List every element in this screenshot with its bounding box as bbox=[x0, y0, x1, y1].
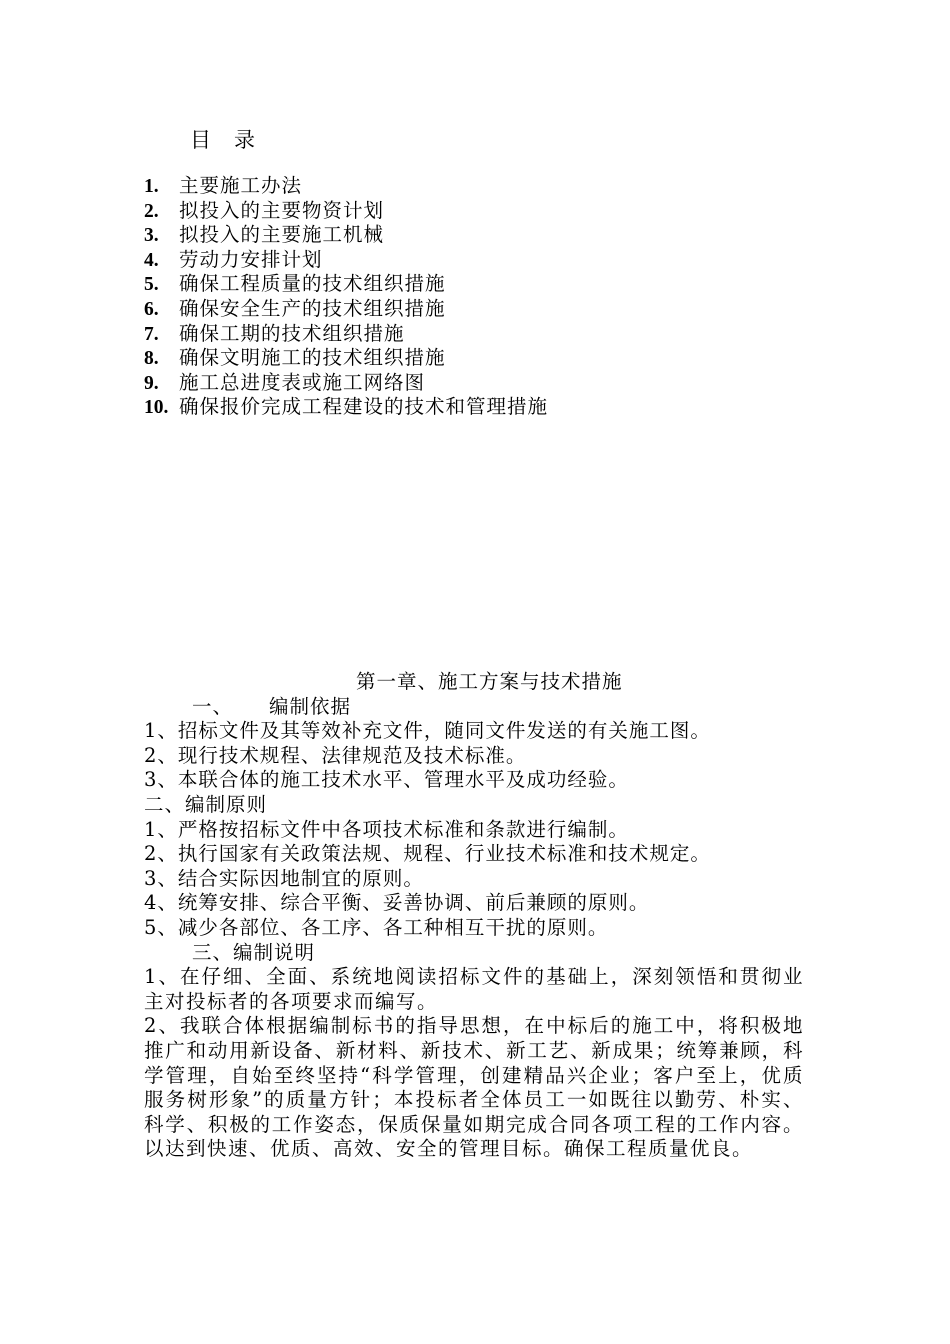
notes-paragraph: 1、在仔细、全面、系统地阅读招标文件的基础上，深刻领悟和贯彻业主对投标者的各项要求而编写。 bbox=[144, 965, 804, 1013]
chapter-one bbox=[144, 670, 804, 1162]
toc-title-part-2: 录 bbox=[234, 128, 256, 152]
toc-item-number: 4. bbox=[144, 249, 159, 271]
toc-item-number: 1. bbox=[144, 176, 159, 197]
principle-item: 4、统筹安排、综合平衡、妥善协调、前后兼顾的原则。 bbox=[144, 891, 650, 915]
toc-item-text: 确保工程质量的技术组织措施 bbox=[179, 272, 446, 296]
basis-item: 2、现行技术规程、法律规范及技术标准。 bbox=[144, 743, 527, 767]
section-heading-notes: 三、编制说明 bbox=[192, 940, 316, 964]
toc-item-number: 6. bbox=[144, 298, 159, 320]
toc-item bbox=[144, 371, 548, 396]
chapter-title: 第一章、施工方案与技术措施 bbox=[356, 670, 623, 693]
toc-item-text: 确保报价完成工程建设的技术和管理措施 bbox=[179, 395, 549, 419]
toc-item-text: 拟投入的主要施工机械 bbox=[179, 223, 385, 247]
toc-item bbox=[144, 199, 548, 224]
toc-item bbox=[144, 223, 548, 248]
toc-item-text: 拟投入的主要物资计划 bbox=[179, 198, 385, 222]
section-number: 一、 bbox=[192, 694, 234, 718]
toc-item bbox=[144, 346, 548, 371]
basis-item: 1、招标文件及其等效补充文件，随同文件发送的有关施工图。 bbox=[144, 719, 711, 743]
principle-item: 2、执行国家有关政策法规、规程、行业技术标准和技术规定。 bbox=[144, 842, 711, 866]
toc-item-text: 主要施工办法 bbox=[179, 174, 303, 197]
toc-item-number: 10. bbox=[144, 397, 169, 419]
toc-item-number: 9. bbox=[144, 372, 159, 394]
principle-item: 5、减少各部位、各工序、各工种相互干扰的原则。 bbox=[144, 915, 609, 939]
notes-paragraph: 2、我联合体根据编制标书的指导思想，在中标后的施工中，将积极地推广和动用新设备、新材料、新技术、新工艺、新成果；统筹兼顾，科学管理，自始至终坚持“科学管理，创建精品兴企业；客户至上，优质服务树形象”的质量方针；本投标者全体员工一如既往以勤劳、朴实、科学、积极的工作姿态，保质保量如期完成合同各项工程的工作内容。以达到快速、优质、高效、安全的管理目标。确保工程质量优良。 bbox=[144, 1014, 804, 1161]
toc-title bbox=[190, 124, 256, 154]
toc-item bbox=[144, 248, 548, 273]
toc-item-number: 5. bbox=[144, 274, 159, 296]
toc-item bbox=[144, 297, 548, 322]
toc-title-part-1: 目 bbox=[190, 128, 212, 152]
toc-item-text: 确保文明施工的技术组织措施 bbox=[179, 346, 446, 370]
principle-item: 3、结合实际因地制宜的原则。 bbox=[144, 866, 424, 890]
toc-item-text: 施工总进度表或施工网络图 bbox=[179, 370, 426, 394]
toc-item-text: 劳动力安排计划 bbox=[179, 247, 323, 271]
principle-item: 1、严格按招标文件中各项技术标准和条款进行编制。 bbox=[144, 817, 629, 841]
toc-item bbox=[144, 395, 548, 420]
toc-item-number: 8. bbox=[144, 348, 159, 370]
toc-list bbox=[144, 174, 548, 420]
toc-item-text: 确保工期的技术组织措施 bbox=[179, 321, 405, 345]
section-heading-basis bbox=[144, 695, 804, 720]
toc-item bbox=[144, 174, 548, 199]
section-title: 编制依据 bbox=[269, 694, 352, 718]
toc-item bbox=[144, 322, 548, 347]
toc-item-number: 3. bbox=[144, 225, 159, 247]
toc-item-number: 2. bbox=[144, 200, 159, 222]
basis-item: 3、本联合体的施工技术水平、管理水平及成功经验。 bbox=[144, 768, 629, 792]
section-heading-principles: 二、编制原则 bbox=[144, 792, 268, 816]
toc-item bbox=[144, 272, 548, 297]
toc-item-text: 确保安全生产的技术组织措施 bbox=[179, 296, 446, 320]
toc-item-number: 7. bbox=[144, 323, 159, 345]
